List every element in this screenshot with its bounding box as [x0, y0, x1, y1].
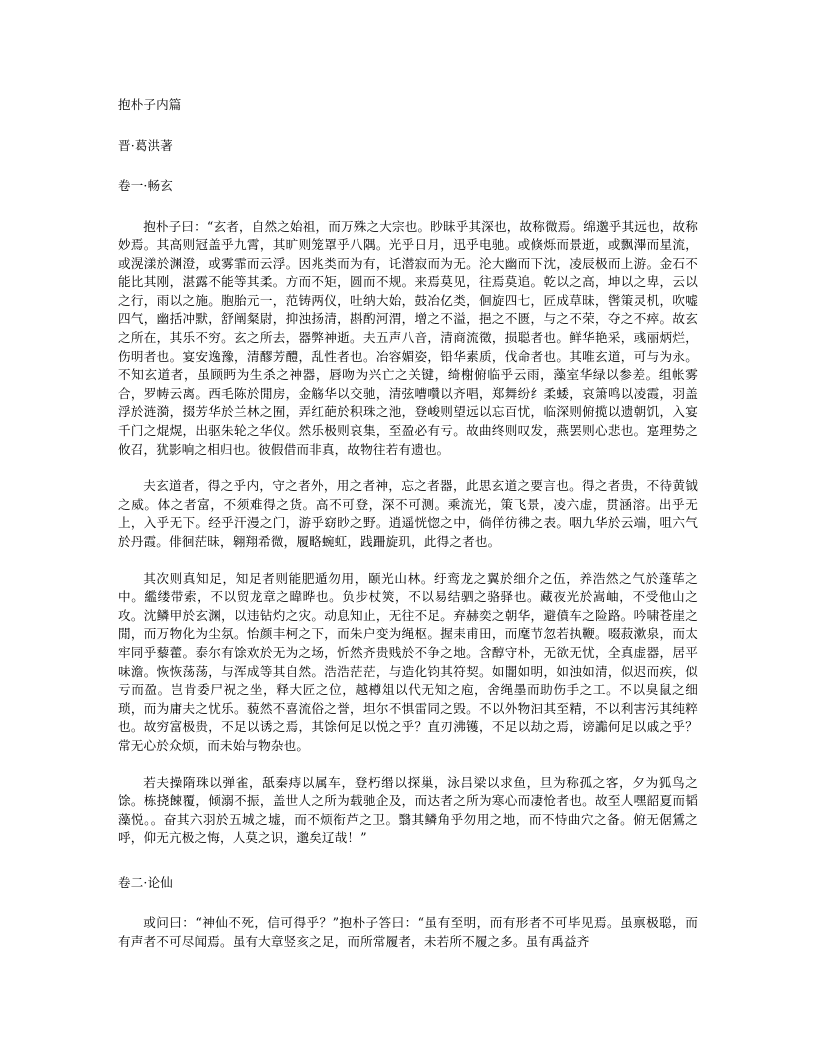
document-title: 抱朴子内篇	[118, 97, 182, 112]
chapter-1-paragraph-2: 夫玄道者，得之乎内，守之者外，用之者神，忘之者器，此思玄道之要言也。得之者贵，不待黄钺之威。体之者富，不须难得之货。高不可登，深不可测。乘流光，策飞景，凌六虚，贯涵溶。出乎无上，入乎无下。经乎汗漫之门，游乎窈眇之野。逍遥恍惚之中，倘佯彷彿之表。咽九华於云端，咀六气於丹霞。俳徊茫昧，翱翔希微，履略蜿虹，践跚旋玑，此得之者也。	[118, 478, 698, 549]
chapter-1-paragraph-1: 抱朴子曰：“玄者，自然之始祖，而万殊之大宗也。眇昧乎其深也，故称微焉。绵邈乎其远也，故称妙焉。其高则冠盖乎九霄，其旷则笼罩乎八隅。光乎日月，迅乎电驰。或倏烁而景逝，或飘滭而星流，或滉漾於渊澄，或雾霏而云浮。因兆类而为有，讬潜寂而为无。沦大幽而下沈，凌辰极而上游。金石不能比其刚，湛露不能等其柔。方而不矩，圆而不规。来焉莫见，往焉莫追。乾以之高，坤以之卑，云以之行，雨以之施。胞胎元一，范铸两仪，吐纳大始，鼓冶亿类，佪旋四七，匠成草昧，辔策灵机，吹嘘四气，幽括冲默，舒阐粲尉，抑浊扬清，斟酌河渭，增之不溢，挹之不匮，与之不荣，夺之不瘁。故玄之所在，其乐不穷。玄之所去，器弊神逝。夫五声八音，清商流徵，损聪者也。鲜华艳采，彧丽炳烂，伤明者也。宴安逸豫，清醪芳醴，乱性者也。冶容媚姿，铅华素质，伐命者也。其唯玄道，可与为永。不知玄道者，虽顾眄为生杀之神器，唇吻为兴亡之关键，绮榭俯临乎云雨，藻室华绿以参差。组帐雾合，罗帱云离。西毛陈於閒房，金觞华以交驰，清弦嘈囋以齐唱，郑舞纷纟柔蜲，哀箫鸣以凌霞，羽盖浮於涟漪，掇芳华於兰林之囿，弄红葩於积珠之池，登峻则望远以忘百忧，临深则俯揽以遗朝饥，入宴千门之焜熀，出驱朱轮之华仪。然乐极则哀集，至盈必有亏。故曲终则叹发，燕罢则心悲也。寔理势之攸召，犹影响之相归也。彼假借而非真，故物往若有遗也。	[118, 218, 698, 457]
chapter-2-paragraph-1: 或问曰：“神仙不死，信可得乎？”抱朴子答曰：“虽有至明，而有形者不可毕见焉。虽禀极聪，而有声者不可尽闻焉。虽有大章竖亥之足，而所常履者，未若所不履之多。虽有禹益齐	[118, 915, 698, 949]
chapter-1-paragraph-4: 若夫操隋珠以弹雀，舐秦痔以属车，登朽缗以探巢，泳吕梁以求鱼，旦为称孤之客，夕为狐鸟之馀。栋挠餗覆，倾溺不振，盖世人之所为载驰企及，而达者之所为寒心而凄怆者也。故至人嘿韶夏而韬藻悦。。奋其六羽於五城之墟，而不烦衔芦之卫。翳其鳞角乎勿用之地，而不恃曲穴之备。俯无倨鵀之呼，仰无亢极之悔，人莫之识，邈矣辽哉！”	[118, 774, 698, 846]
chapter-1-paragraph-3: 其次则真知足，知足者则能肥遁勿用，颐光山林。纡鸾龙之翼於细介之伍，养浩然之气於蓬荜之中。繿缕带索，不以贸龙章之暐晔也。负步杖筴，不以易结驷之骆驿也。藏夜光於嵩岫，不受他山之攻。沈鳞甲於玄渊，以违钻灼之灾。动息知止，无往不足。弃赫奕之朝华，避僨车之险路。吟啸苍崖之閒，而万物化为尘氛。怡颜丰柯之下，而朱户变为绳枢。握耒甫田，而麾节忽若执鞭。啜菽漱泉，而太牢同乎藜藿。泰尔有馀欢於无为之场，忻然齐贵贱於不争之地。含醇守朴，无欲无忧，全真虚器，居平味澹。恢恢荡荡，与浑成等其自然。浩浩茫茫，与造化钧其符契。如闇如明，如浊如清，似迟而疾，似亏而盈。岂肯委尸祝之坐，释大匠之位，越樽俎以代无知之庖，舍绳墨而助伤手之工。不以臭鼠之细琐，而为庸夫之忧乐。藐然不喜流俗之誉，坦尔不惧雷同之毁。不以外物汩其至精，不以利害污其纯粹也。故穷富极贵，不足以诱之焉，其馀何足以悦之乎？直刃沸镬，不足以劫之焉，谤讟何足以戚之乎？常无心於众烦，而未始与物杂也。	[118, 570, 698, 753]
chapter-heading-1: 卷一·畅玄	[118, 178, 173, 193]
chapter-heading-2: 卷二·论仙	[118, 874, 173, 890]
document-author: 晋·葛洪著	[118, 137, 173, 153]
